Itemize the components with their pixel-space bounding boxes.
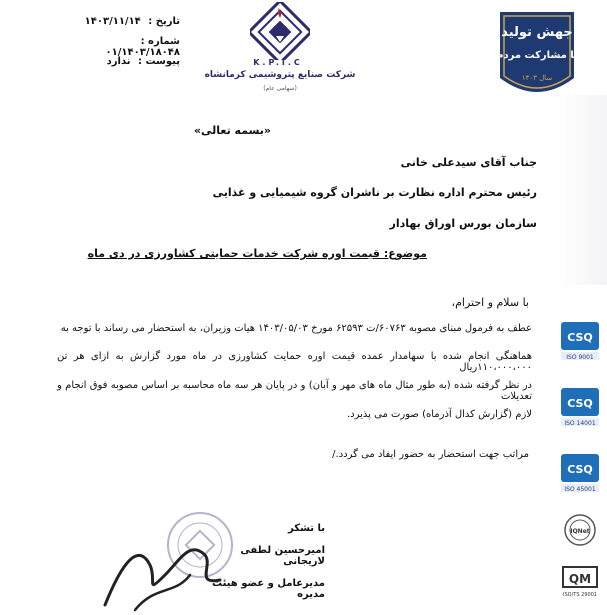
recipient-title: رئیس محترم اداره نظارت بر ناشران گروه شیمیایی و غذایی [212, 186, 537, 199]
closing-line: مراتب جهت استحضار به حضور ایفاد می گردد./ [332, 449, 529, 460]
cert-iso-45001 [553, 452, 607, 498]
paragraph-line-4: لازم (گزارش کدال آذرماه) صورت می پذیرد. [346, 409, 532, 420]
paragraph-line-3: در نظر گرفته شده (به طور مثال ماه های مهر و آبان) و در پایان هر سه ماه محاسبه بر اساس مصوبه فوق انجام و تعدیلات [57, 380, 532, 402]
qm-logo-icon [553, 565, 607, 601]
iqnet-logo-icon [553, 512, 607, 548]
production-leap-badge [496, 8, 578, 103]
paragraph-line-2: هماهنگی انجام شده با سهامدار عمده قیمت اوره حمایت کشاورزی در ماه مورد گزارش به ازای هر تن ۱۱۰،۰۰۰،۰۰۰ریال [57, 351, 532, 373]
date-value: ۱۴۰۳/۱۱/۱۴ [84, 16, 141, 27]
cert-logo-text: IQNet [570, 528, 590, 535]
paragraph-line-1: عطف به فرمول مبنای مصوبه ۶۰۷۶۳/ت ۶۲۵۹۳ مورخ ۱۴۰۳/۰۵/۰۳ هیات وزیران، به استحضار می رساند با توجه به [60, 323, 532, 334]
company-type: (سهامی عام) [263, 85, 297, 92]
csq-logo-icon [553, 320, 607, 362]
signer-title: مدیرعامل و عضو هیئت مدیره [212, 578, 325, 600]
attachment-value: ندارد [106, 56, 131, 67]
cert-iso-14001 [553, 386, 607, 432]
right-margin-strip [556, 95, 607, 285]
recipient-organization: سازمان بورس اوراق بهادار [389, 217, 537, 230]
cert-qm [553, 565, 607, 605]
badge-year: سال ۱۴۰۳ [521, 74, 553, 82]
letter-subject: موضوع: قیمت اوره شرکت خدمات حمایتی کشاورزی در دی ماه [87, 247, 427, 260]
cert-label: ISO 45001 [564, 486, 596, 493]
cert-label: ISO 14001 [564, 420, 596, 427]
csq-logo-icon [553, 452, 607, 494]
attachment-row [70, 56, 180, 67]
cert-iqnet [553, 512, 607, 552]
cert-logo-text: QM [568, 572, 592, 586]
cert-logo-text: CSQ [567, 463, 593, 476]
badge-line1: جهش تولید [501, 25, 573, 40]
recipient-name: جناب آقای سیدعلی خانی [400, 156, 537, 169]
cert-label: ISO/TS 29001 [563, 592, 597, 598]
badge-line2: با مشارکت مردم [496, 50, 578, 61]
attachment-label: پیوست : [137, 56, 180, 67]
cert-logo-text: CSQ [567, 397, 593, 410]
company-name: شرکت صنایع پتروشیمی کرمانشاه [204, 70, 356, 80]
signer-name: امیرحسین لطفی لاریجانی [240, 545, 325, 567]
number-label: شماره : [140, 36, 180, 47]
kpic-logo-icon [250, 2, 310, 60]
csq-logo-icon [553, 386, 607, 428]
basmala-heading: «بسمه تعالی» [193, 124, 271, 137]
date-label: تاریخ : [148, 16, 180, 27]
number-value: ۰۱/۱۴۰۳/۱۸۰۴۸ [105, 47, 180, 58]
company-letters: K.P.I.C [253, 58, 303, 67]
signature-block [205, 523, 325, 611]
cert-label: ISO 9001 [566, 354, 594, 361]
signoff: با تشکر [288, 523, 325, 534]
cert-logo-text: CSQ [567, 331, 593, 344]
greeting: با سلام و احترام، [451, 296, 529, 309]
date-row [70, 16, 180, 27]
number-row [70, 36, 180, 58]
cert-iso-9001 [553, 320, 607, 366]
